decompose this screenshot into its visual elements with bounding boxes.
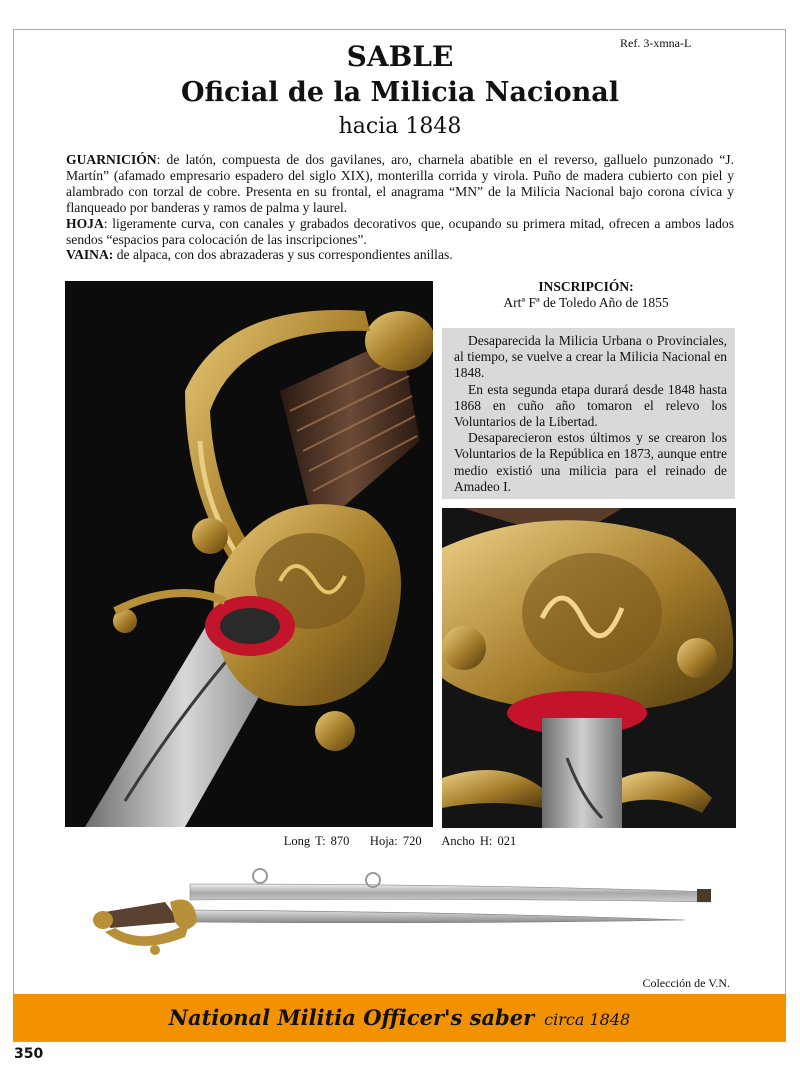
history-paragraph-3: Desaparecieron estos últimos y se crearon los Voluntarios de la República en 1873, aunque entre medio existió una milicia para el reinado de Amadeo I. [454, 430, 727, 494]
collection-credit: Colección de V.N. [642, 976, 730, 990]
guard-detail-photo [442, 508, 736, 828]
english-title: National Militia Officer's saber [168, 1005, 535, 1030]
history-paragraph-1: Desaparecida la Milicia Urbana o Provinciales, al tiempo, se vuelve a crear la Milicia Nacional en 1848. [454, 333, 727, 381]
page-number: 350 [14, 1046, 44, 1062]
measurements: Long T: 870 Hoja: 720 Ancho H: 021 [283, 834, 517, 848]
vaina-label: VAINA: [66, 247, 114, 263]
title-line-3: hacia 1848 [338, 114, 462, 139]
history-paragraph-2: En esta segunda etapa durará desde 1848 hasta 1868 en cuño año tomaron el relevo los Voluntarios de la Libertad. [454, 381, 727, 430]
hoja-label: HOJA [66, 215, 104, 231]
title-line-2: Oficial de la Milicia Nacional [180, 77, 620, 108]
inscription-heading: INSCRIPCIÓN: [538, 279, 634, 294]
full-sword-photo [85, 862, 715, 962]
history-box [442, 328, 735, 499]
inscription-block [441, 279, 731, 311]
vaina-paragraph [66, 247, 734, 263]
hilt-main-photo [65, 281, 433, 827]
reference-code: Ref. 3-xmna-L [620, 36, 692, 50]
english-circa: circa 1848 [544, 1010, 631, 1029]
bottom-banner [13, 994, 786, 1041]
description-block [66, 152, 734, 263]
guarnicion-label: GUARNICIÓN [66, 152, 157, 167]
hoja-text: : ligeramente curva, con canales y grabados decorativos que, ocupando su primera mitad, ofrecen a ambos lados sendos “espacios para colocación de las inscripciones”. [66, 215, 734, 247]
vaina-text: de alpaca, con dos abrazaderas y sus correspondientes anillas. [113, 247, 453, 263]
inscription-text: Artª Fª de Toledo Año de 1855 [503, 295, 669, 310]
hoja-paragraph [66, 216, 734, 248]
guarnicion-text: : de latón, compuesta de dos gavilanes, aro, charnela abatible en el reverso, galluelo punzonado “J. Martín” (afamado empresario espadero del siglo XIX), monterilla corrida y virola. Puño de madera cubierto con piel y alambrado con torzal de cobre. Presenta en su frontal, el anagrama “MN” de la Milicia Nacional bajo corona cívica y flanqueado por banderas y ramos de palma y laurel. [66, 152, 734, 215]
guarnicion-paragraph [66, 152, 734, 216]
title-line-1: SABLE [346, 40, 454, 73]
